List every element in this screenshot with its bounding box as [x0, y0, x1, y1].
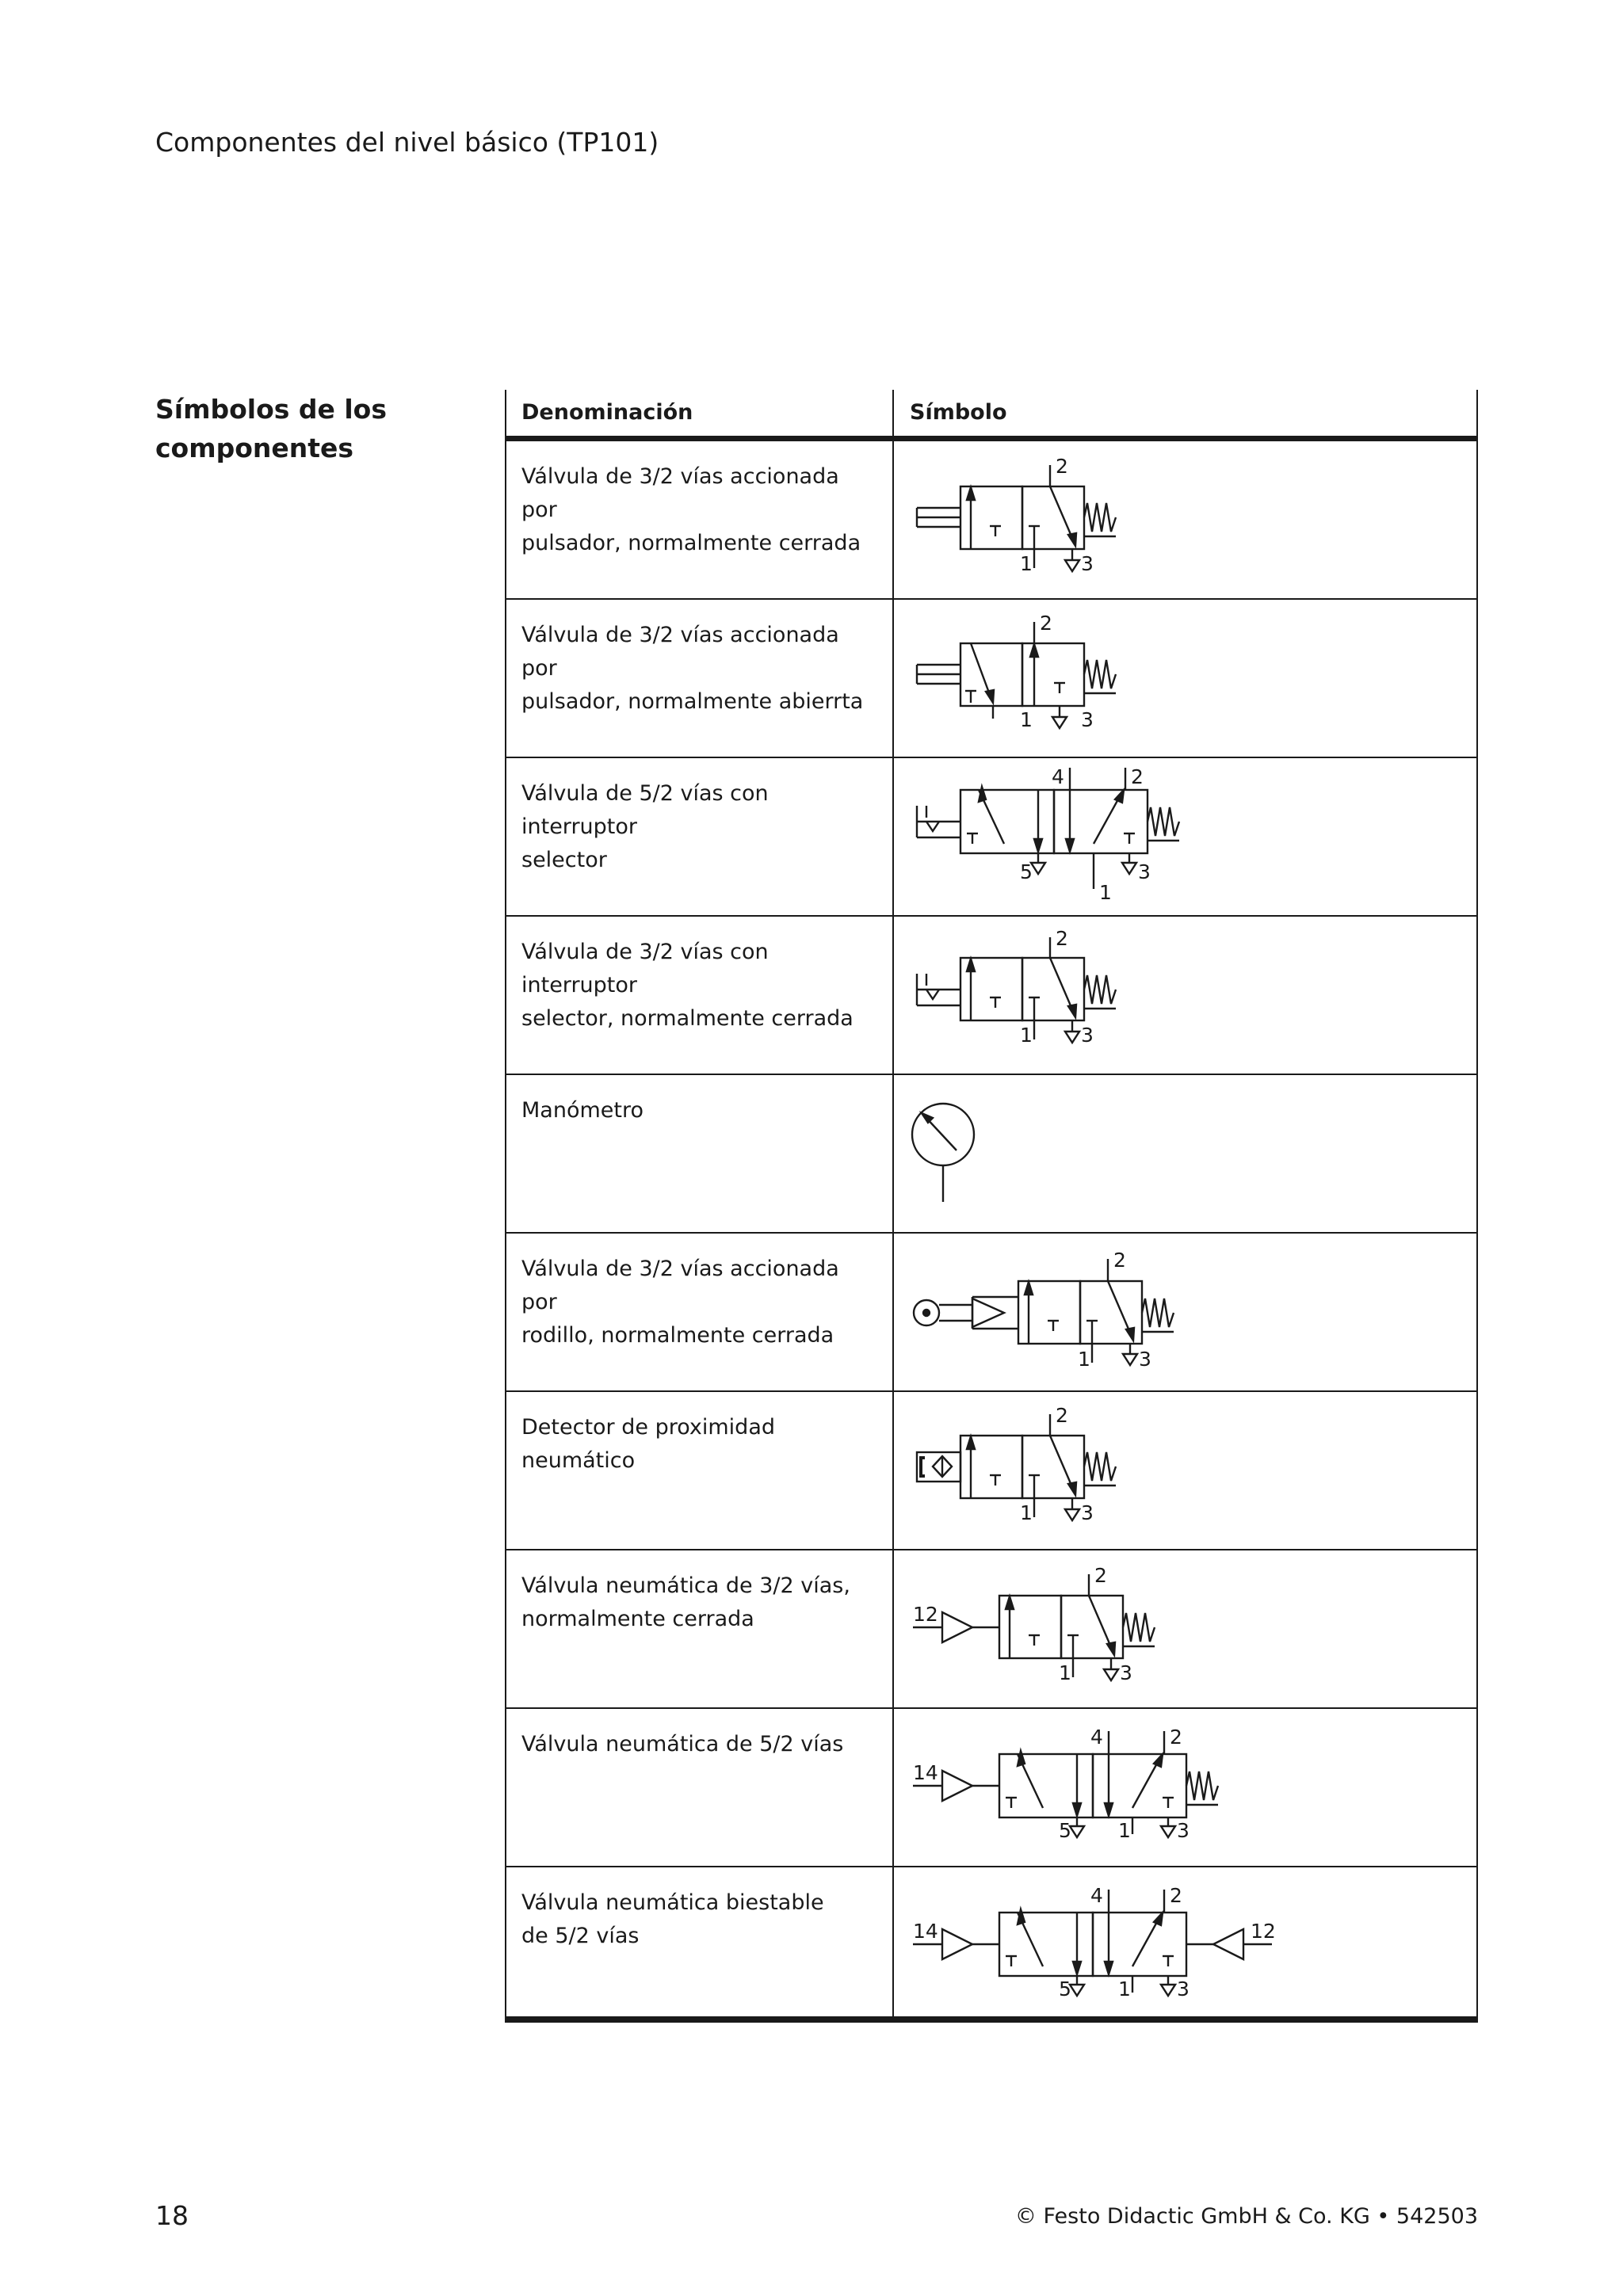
- table-row: [505, 1392, 1478, 1549]
- port-label: 1: [1118, 1819, 1131, 1842]
- component-name-line2: pulsador, normalmente cerrada: [521, 531, 861, 555]
- port-label: 2: [1113, 1249, 1126, 1272]
- port-label: 12: [913, 1603, 938, 1626]
- symbols-table: [505, 390, 1478, 2023]
- component-name-line2: rodillo, normalmente cerrada: [521, 1323, 834, 1348]
- component-name: [521, 777, 870, 877]
- symbol-cell: [893, 1392, 1478, 1549]
- component-name: [521, 1569, 870, 1636]
- port-label: 1: [1059, 1661, 1071, 1684]
- port-label: 3: [1138, 860, 1151, 883]
- port-label: 4: [1090, 1726, 1103, 1749]
- port-label: 5: [1020, 860, 1033, 883]
- component-name-line1: Válvula neumática de 5/2 vías: [521, 1732, 844, 1756]
- valve-3-2-pushbutton-no-icon: [893, 600, 1478, 757]
- port-label: 3: [1081, 552, 1094, 575]
- pressure-gauge-icon: [893, 1075, 1478, 1232]
- component-name-line1: Válvula de 5/2 vías con interruptor: [521, 781, 769, 839]
- table-row: [505, 758, 1478, 915]
- component-name-line1: Válvula neumática biestable: [521, 1890, 824, 1915]
- copyright-notice: © Festo Didactic GmbH & Co. KG • 542503: [1014, 2204, 1478, 2229]
- port-label: 1: [1078, 1348, 1090, 1371]
- section-title-line1: Símbolos de los: [155, 394, 387, 425]
- port-label: 1: [1118, 1978, 1131, 2000]
- port-label: 14: [913, 1920, 938, 1943]
- component-name: [521, 936, 870, 1035]
- symbol-cell: [893, 1075, 1478, 1232]
- valve-5-2-selector-icon: [893, 758, 1478, 915]
- port-label: 2: [1170, 1884, 1182, 1907]
- table-row: [505, 441, 1478, 598]
- component-name-line2: selector, normalmente cerrada: [521, 1006, 854, 1031]
- column-header-symbol: Símbolo: [910, 400, 1007, 425]
- port-label: 2: [1094, 1564, 1107, 1587]
- port-label: 2: [1131, 765, 1144, 788]
- page-number: 18: [155, 2200, 189, 2231]
- valve-3-2-pushbutton-nc-icon: [893, 441, 1478, 598]
- symbol-cell: [893, 441, 1478, 598]
- component-name-line2: de 5/2 vías: [521, 1924, 640, 1948]
- section-title-line2: componentes: [155, 433, 354, 463]
- symbol-cell: [893, 1234, 1478, 1390]
- component-name: [521, 460, 870, 560]
- symbol-cell: [893, 1867, 1478, 2024]
- proximity-sensor-icon: [893, 1392, 1478, 1549]
- symbol-cell: [893, 600, 1478, 757]
- port-label: 14: [913, 1761, 938, 1784]
- table-row: [505, 917, 1478, 1074]
- component-name: [521, 1253, 870, 1352]
- section-title: [155, 390, 387, 467]
- component-name: [521, 1886, 870, 1953]
- valve-5-2-bistable-icon: [893, 1867, 1478, 2024]
- port-label: 2: [1056, 927, 1068, 950]
- component-name-line1: Válvula de 3/2 vías accionada por: [521, 1257, 839, 1314]
- table-row: [505, 1075, 1478, 1232]
- component-name: [521, 1728, 870, 1761]
- port-label: 1: [1020, 1024, 1033, 1047]
- port-label: 5: [1059, 1819, 1071, 1842]
- component-name-line2: pulsador, normalmente abierrta: [521, 689, 864, 714]
- port-label: 3: [1139, 1348, 1151, 1371]
- component-name: [521, 619, 870, 719]
- port-label: 3: [1081, 708, 1094, 731]
- component-name-line1: Válvula de 3/2 vías accionada por: [521, 464, 839, 522]
- port-label: 3: [1081, 1501, 1094, 1524]
- port-label: 5: [1059, 1978, 1071, 2000]
- valve-5-2-pneumatic-icon: [893, 1709, 1478, 1866]
- component-name: [521, 1094, 870, 1127]
- port-label: 1: [1020, 1501, 1033, 1524]
- port-label: 12: [1251, 1920, 1276, 1943]
- component-name-line2: normalmente cerrada: [521, 1607, 754, 1631]
- valve-3-2-selector-nc-icon: [893, 917, 1478, 1074]
- port-label: 1: [1020, 552, 1033, 575]
- table-row: [505, 1709, 1478, 1866]
- table-row: [505, 1234, 1478, 1390]
- port-label: 3: [1177, 1819, 1190, 1842]
- component-name-line1: Manómetro: [521, 1098, 643, 1123]
- component-name-line1: Válvula de 3/2 vías accionada por: [521, 623, 839, 681]
- port-label: 3: [1177, 1978, 1190, 2000]
- valve-3-2-pneumatic-nc-icon: [893, 1550, 1478, 1707]
- port-label: 2: [1056, 455, 1068, 478]
- symbol-cell: [893, 1550, 1478, 1707]
- table-row: [505, 1550, 1478, 1707]
- component-name: [521, 1411, 870, 1478]
- port-label: 3: [1081, 1024, 1094, 1047]
- port-label: 3: [1120, 1661, 1132, 1684]
- table-header-rule: [505, 436, 1478, 441]
- component-name-line1: Válvula neumática de 3/2 vías,: [521, 1573, 850, 1598]
- column-header-name: Denominación: [521, 400, 693, 425]
- port-label: 1: [1020, 708, 1033, 731]
- port-label: 4: [1052, 765, 1064, 788]
- port-label: 4: [1090, 1884, 1103, 1907]
- port-label: 2: [1170, 1726, 1182, 1749]
- symbol-cell: [893, 758, 1478, 915]
- component-name-line1: Válvula de 3/2 vías con interruptor: [521, 940, 769, 997]
- port-label: 2: [1056, 1404, 1068, 1427]
- component-name-line1: Detector de proximidad neumático: [521, 1415, 776, 1473]
- symbol-cell: [893, 1709, 1478, 1866]
- component-name-line2: selector: [521, 848, 607, 872]
- page-header: Componentes del nivel básico (TP101): [155, 127, 659, 158]
- table-row: [505, 1867, 1478, 2024]
- port-label: 2: [1040, 612, 1052, 635]
- valve-3-2-roller-nc-icon: [893, 1234, 1478, 1390]
- port-label: 1: [1099, 881, 1112, 904]
- symbol-cell: [893, 917, 1478, 1074]
- table-row: [505, 600, 1478, 757]
